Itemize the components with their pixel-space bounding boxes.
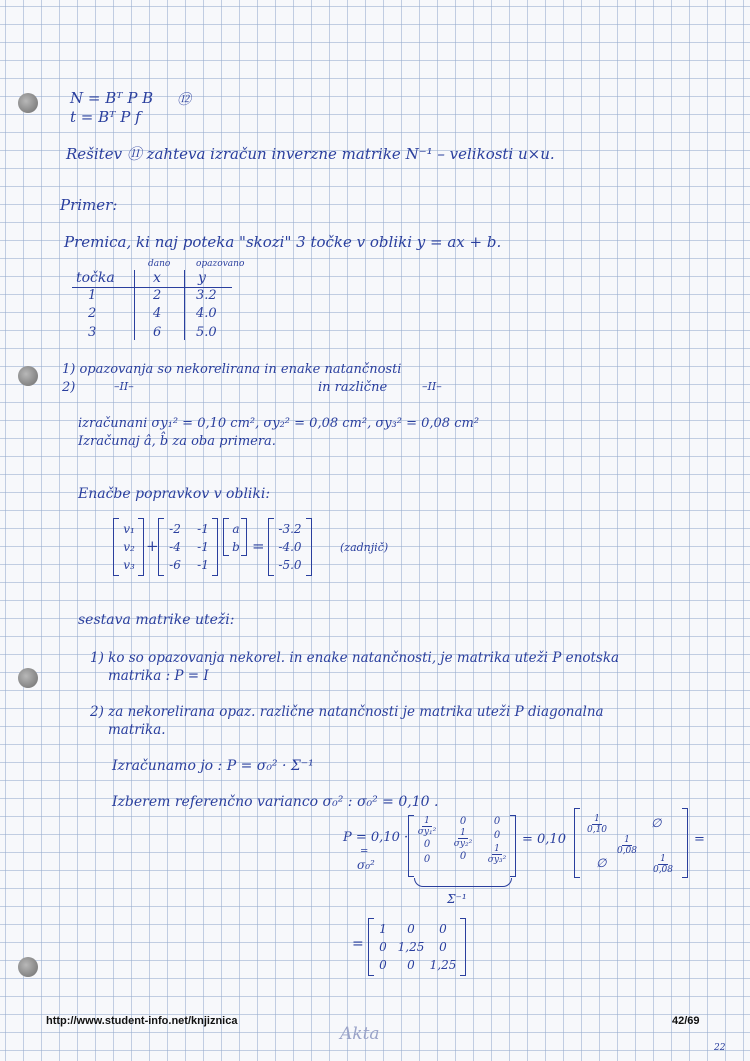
table-col-y: y xyxy=(198,270,206,286)
footer-page-number: 42/69 xyxy=(672,1015,700,1027)
weights-case-1: 1) ko so opazovanja nekorel. in enake natančnosti, je matrika uteži P enotska xyxy=(90,650,620,666)
table-cell: 4 xyxy=(153,306,162,321)
footer-url[interactable]: http://www.student-info.net/knjiznica xyxy=(46,1015,238,1027)
table-col-x: x xyxy=(153,270,161,286)
case-2-prefix: 2) xyxy=(62,380,76,395)
table-cell: 2 xyxy=(88,306,97,321)
formula-t-vector: t = Bᵀ P f xyxy=(70,108,141,126)
bracket xyxy=(306,518,312,576)
table-cell: 3.2 xyxy=(196,288,217,303)
table-divider-2 xyxy=(184,270,185,340)
bracket xyxy=(212,518,218,576)
fraction: $\frac{1}{0,08}$ xyxy=(652,854,674,875)
table-cell: 4.0 xyxy=(196,306,217,321)
fraction: $\frac{1}{\text{σy₁²}}$ xyxy=(417,816,437,837)
result-col2: 0 1,25 0 xyxy=(397,922,425,972)
num-col1 xyxy=(582,814,612,835)
fraction: $\frac{1}{\text{σy₂²}}$ xyxy=(453,828,473,849)
result-equals: = xyxy=(352,936,364,952)
bracket xyxy=(241,518,247,556)
weights-case-2: 2) za nekorelirana opaz. različne natančnosti je matrika uteži P diagonalna xyxy=(90,704,604,720)
equals-sign: = xyxy=(252,537,265,555)
bracket xyxy=(510,815,516,877)
weights-heading: sestava matrike uteži: xyxy=(78,612,235,628)
case-2-ditto-end: –II– xyxy=(422,380,442,393)
bracket xyxy=(138,518,144,576)
bracket xyxy=(682,808,688,878)
table-header-dano: dano xyxy=(148,259,171,269)
P-label: P = 0,10 · xyxy=(343,830,409,845)
table-divider-1 xyxy=(134,270,135,340)
result-col1: 1 0 0 xyxy=(379,922,387,972)
fraction: $\frac{1}{0,10}$ xyxy=(586,814,608,835)
weights-case-1b: matrika : P = I xyxy=(108,668,209,684)
binder-hole-1 xyxy=(18,93,38,113)
A-matrix-col1: -2 -4 -6 xyxy=(169,522,181,572)
sigma-inv-col1: $\frac{1}{\text{σy₁²}}$ 0 0 xyxy=(417,816,437,865)
footer-signature: Akta xyxy=(340,1024,380,1044)
zero-slash: ∅ xyxy=(596,856,607,870)
binder-hole-2 xyxy=(18,366,38,386)
f-vector: -3.2 -4.0 -5.0 xyxy=(278,522,302,572)
reference-variance: Izberem referenčno varianco σ₀² : σ₀² = 0,10 . xyxy=(112,794,439,810)
problem-text: Premica, ki naj poteka "skozi" 3 točke v obliki y = ax + b. xyxy=(64,233,502,251)
formula-normal-matrix: N = Bᵀ P B xyxy=(70,89,154,107)
fraction: $\frac{1}{\text{σy₃²}}$ xyxy=(487,844,507,865)
plus-sign: + xyxy=(146,537,159,555)
table-cell: 1 xyxy=(88,288,97,303)
equations-heading: Enačbe popravkov v obliki: xyxy=(78,486,271,502)
compute-task: Izračunaj â, b̂ za oba primera. xyxy=(78,434,276,449)
compute-P: Izračunamo jo : P = σ₀² · Σ⁻¹ xyxy=(112,758,314,774)
sigma-inv-col3: 0 0 $\frac{1}{\text{σy₃²}}$ xyxy=(487,816,507,865)
table-cell: 5.0 xyxy=(196,325,217,340)
fraction: $\frac{1}{0,08}$ xyxy=(616,835,638,856)
table-cell: 2 xyxy=(153,288,162,303)
sigma0-label: σ₀² xyxy=(357,858,375,872)
sigma0-eq: = xyxy=(360,846,369,857)
sigma-inverse-label: Σ⁻¹ xyxy=(447,892,467,906)
table-col-tocka: točka xyxy=(76,270,115,286)
binder-hole-4 xyxy=(18,957,38,977)
table-cell: 6 xyxy=(153,325,162,340)
result-col3: 0 0 1,25 xyxy=(429,922,457,972)
x-vector: a b xyxy=(232,522,240,554)
page-corner-number: 22 xyxy=(714,1043,726,1053)
zero-slash: ∅ xyxy=(651,816,662,830)
binder-hole-3 xyxy=(18,668,38,688)
scalar-factor: = 0,10 xyxy=(522,832,566,847)
weights-case-2b: matrika. xyxy=(108,722,166,738)
computed-sigmas: izračunani σy₁² = 0,10 cm², σy₂² = 0,08 cm², σy₃² = 0,08 cm² xyxy=(78,416,480,431)
case-2-ditto: –II– xyxy=(114,380,134,393)
bracket xyxy=(460,918,466,976)
num-col3 xyxy=(648,854,678,875)
table-cell: 3 xyxy=(88,325,97,340)
table-header-opazovano: opazovano xyxy=(196,259,245,269)
A-matrix-col2: -1 -1 -1 xyxy=(197,522,209,572)
bracket xyxy=(574,808,580,878)
num-col2 xyxy=(612,835,642,856)
v-vector: v₁ v₂ v₃ xyxy=(123,522,135,572)
case-1: 1) opazovanja so nekorelirana in enake natančnosti xyxy=(62,362,402,377)
underbrace xyxy=(414,878,512,887)
matrix-note: (zadnjič) xyxy=(340,541,389,554)
primer-heading: Primer: xyxy=(60,196,118,214)
sigma-inv-col2: 0 $\frac{1}{\text{σy₂²}}$ 0 xyxy=(453,816,473,862)
case-2-text: in različne xyxy=(318,380,388,395)
equals-trailing: = xyxy=(694,832,705,847)
intro-text: Rešitev ⑪ zahteva izračun inverzne matrike N⁻¹ – velikosti u×u. xyxy=(66,145,555,163)
equation-number: ⑫ xyxy=(177,92,191,108)
